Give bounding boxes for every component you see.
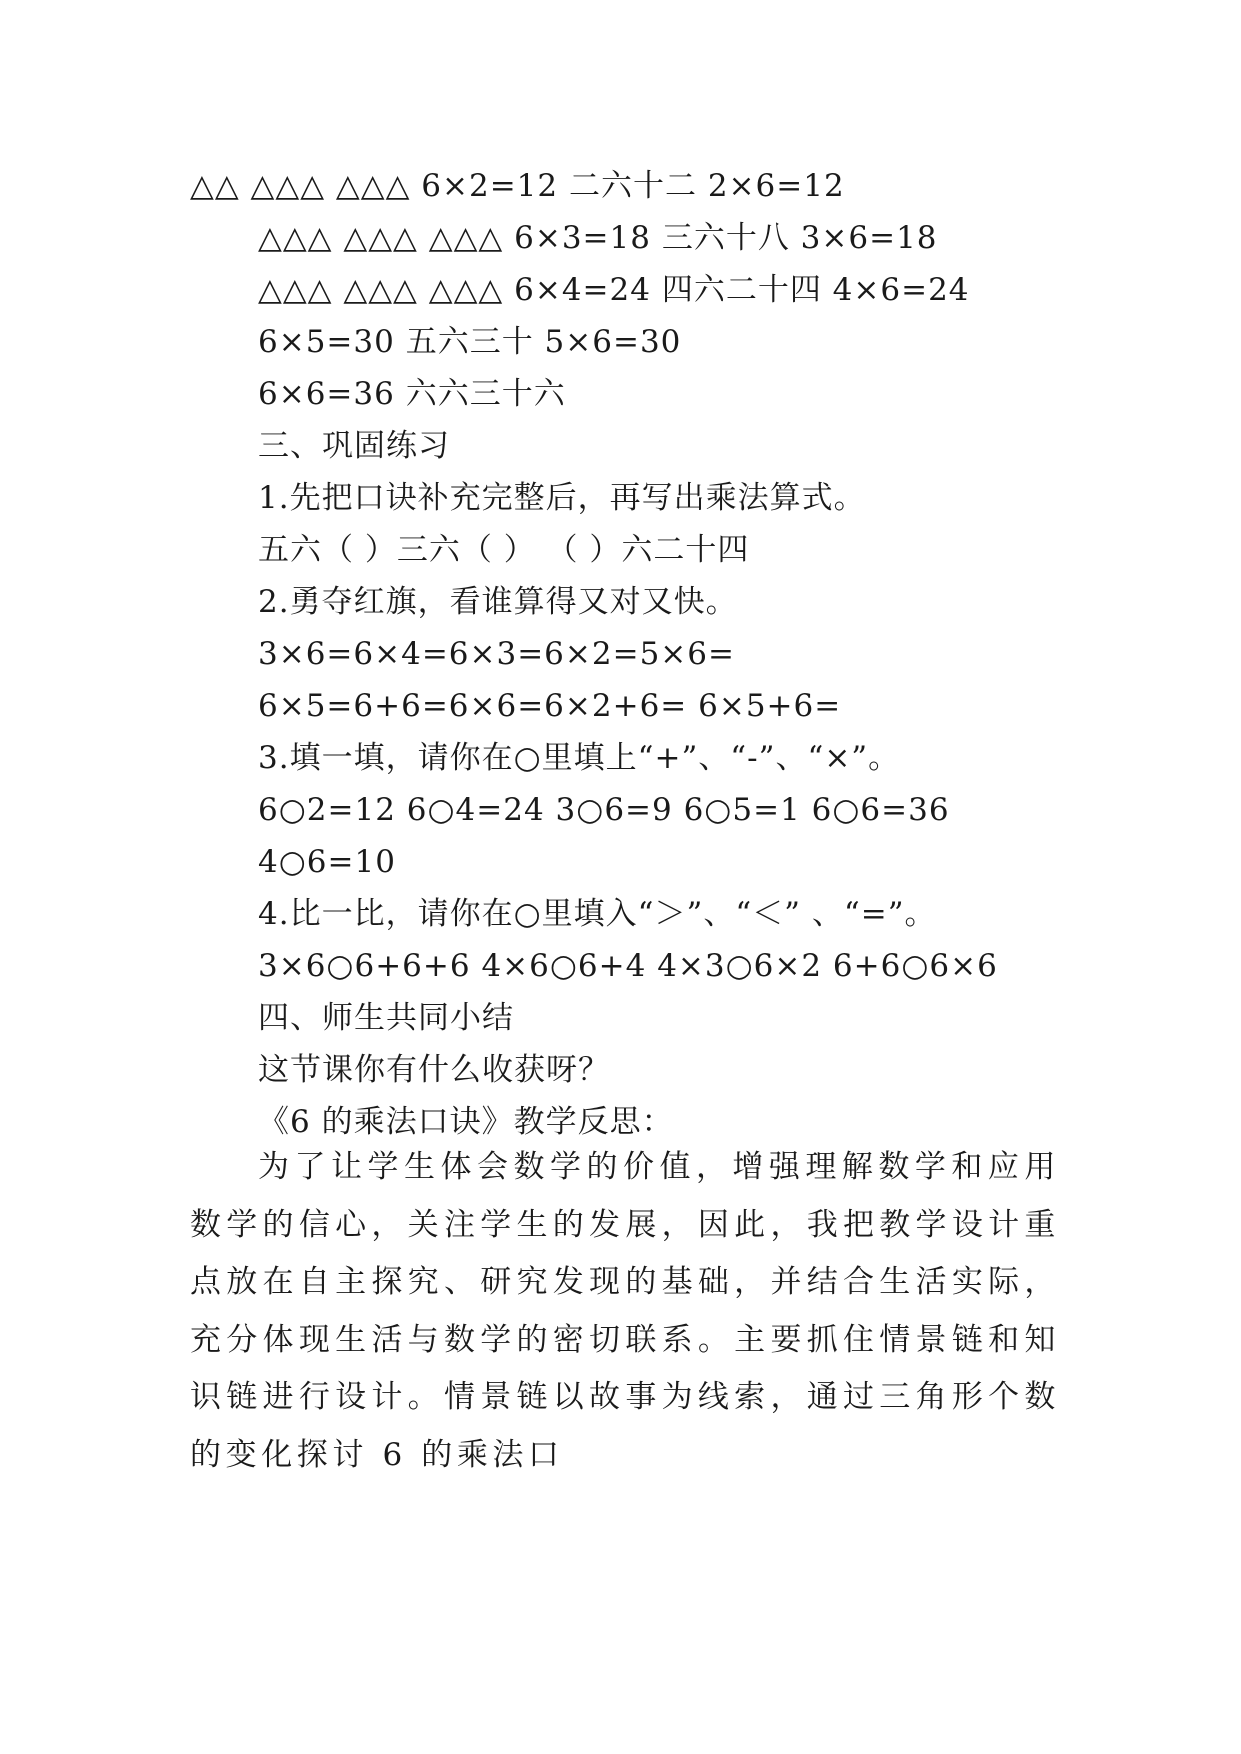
exercise-1: 1.先把口诀补充完整后，再写出乘法算式。 [258, 480, 866, 516]
reflection-paragraph: 为了让学生体会数学的价值，增强理解数学和应用数学的信心，关注学生的发展，因此，我把教学设计重点放在自主探究、研究发现的基础，并结合生活实际，充分体现生活与数学的密切联系。主要抓住情景链和知识链进行设计。情景链以故事为线索，通过三角形个数的变化探讨 6 的乘法口 [190, 1149, 1060, 1473]
exercise-4: 4.比一比，请你在○里填入“＞”、“＜” 、“=”。 [258, 896, 937, 932]
triangle-row-4: △△△ △△△ △△△ 6×4=24 四六二十四 4×6=24 [258, 272, 970, 308]
exercise-2-items-a: 3×6=6×4=6×3=6×2=5×6= [258, 636, 735, 672]
exercise-2: 2.勇夺红旗，看谁算得又对又快。 [258, 584, 738, 620]
exercise-3: 3.填一填，请你在○里填上“+”、“-”、“×”。 [258, 740, 901, 776]
triangle-row-2: △△ △△△ △△△ 6×2=12 二六十二 2×6=12 [190, 168, 845, 204]
summary-question: 这节课你有什么收获呀？ [258, 1052, 610, 1088]
triangle-row-3: △△△ △△△ △△△ 6×3=18 三六十八 3×6=18 [258, 220, 938, 256]
exercise-4-items: 3×6○6+6+6 4×6○6+4 4×3○6×2 6+6○6×6 [258, 948, 998, 984]
section-heading-summary: 四、师生共同小结 [258, 1000, 514, 1036]
reflection-heading: 《6 的乘法口诀》教学反思： [258, 1104, 674, 1140]
formula-row-5: 6×5=30 五六三十 5×6=30 [258, 324, 682, 360]
exercise-3-items-b: 4○6=10 [258, 844, 396, 880]
exercise-1-items: 五六（ ）三六（ ） （ ）六二十四 [258, 532, 750, 568]
section-heading-practice: 三、巩固练习 [258, 428, 450, 464]
formula-row-6: 6×6=36 六六三十六 [258, 376, 566, 412]
exercise-2-items-b: 6×5=6+6=6×6=6×2+6= 6×5+6= [258, 688, 842, 724]
exercise-3-items-a: 6○2=12 6○4=24 3○6=9 6○5=1 6○6=36 [258, 792, 950, 828]
